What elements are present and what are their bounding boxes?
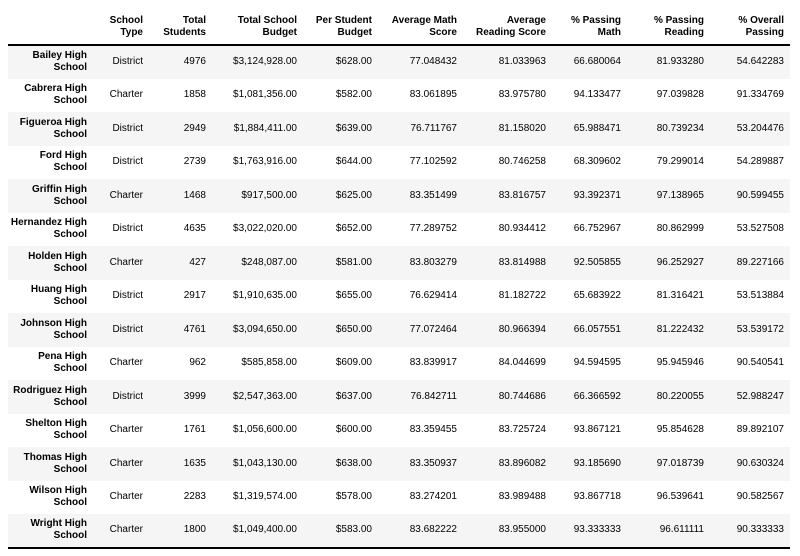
school-name-line: School: [53, 262, 87, 274]
cell-total-students: 3999: [183, 390, 206, 402]
cell-average-math-score: 77.072464: [409, 323, 457, 335]
cell-average-reading-score: 83.955000: [498, 524, 546, 536]
cell-pct-passing-reading: 95.854628: [656, 424, 704, 436]
school-name-line: School: [53, 363, 87, 375]
table-row: [8, 414, 790, 448]
cell-pct-passing-reading: 97.018739: [656, 457, 704, 469]
school-name-line: School: [53, 162, 87, 174]
cell-average-reading-score: 80.934412: [498, 223, 546, 235]
cell-total-school-budget: $3,022,020.00: [233, 223, 297, 235]
cell-pct-passing-math: 93.333333: [573, 524, 621, 536]
school-name-line: Ford High: [39, 150, 87, 162]
table-row: [8, 179, 790, 213]
cell-pct-passing-math: 66.057551: [573, 323, 621, 335]
cell-per-student-budget: $583.00: [335, 524, 372, 536]
cell-average-math-score: 83.682222: [409, 524, 457, 536]
cell-per-student-budget: $600.00: [335, 424, 372, 436]
cell-pct-passing-math: 68.309602: [573, 156, 621, 168]
cell-per-student-budget: $655.00: [335, 290, 372, 302]
cell-total-students: 2283: [183, 491, 206, 503]
column-header-line: School: [109, 15, 143, 26]
cell-average-math-score: 83.351499: [409, 189, 457, 201]
cell-school-type: District: [112, 156, 143, 168]
cell-total-school-budget: $1,043,130.00: [233, 457, 297, 469]
table-row: [8, 112, 790, 146]
cell-pct-passing-math: 65.988471: [573, 122, 621, 134]
table-row: [8, 246, 790, 280]
school-name-line: Holden High: [28, 250, 87, 262]
cell-total-students: 1761: [183, 424, 206, 436]
cell-pct-passing-reading: 80.220055: [656, 390, 704, 402]
cell-pct-passing-reading: 81.933280: [656, 56, 704, 68]
cell-school-type: District: [112, 122, 143, 134]
cell-pct-overall-passing: 54.642283: [736, 56, 784, 68]
column-header-line: Budget: [262, 27, 297, 38]
table-row: [8, 481, 790, 515]
cell-total-school-budget: $1,319,574.00: [233, 491, 297, 503]
cell-pct-passing-reading: 96.611111: [659, 524, 704, 536]
row-header-school-name: [8, 213, 93, 247]
cell-school-type: Charter: [109, 457, 143, 469]
table-row: [8, 347, 790, 381]
cell-pct-overall-passing: 90.333333: [736, 524, 784, 536]
cell-pct-overall-passing: 90.582567: [736, 491, 784, 503]
cell-per-student-budget: $639.00: [335, 122, 372, 134]
column-header-line: Score: [429, 27, 457, 38]
cell-average-math-score: 83.839917: [409, 357, 457, 369]
cell-pct-passing-math: 93.185690: [573, 457, 621, 469]
cell-school-type: District: [112, 56, 143, 68]
table-row: [8, 146, 790, 180]
cell-per-student-budget: $582.00: [335, 89, 372, 101]
cell-total-school-budget: $1,763,916.00: [233, 156, 297, 168]
cell-total-school-budget: $1,081,356.00: [233, 89, 297, 101]
table-row: [8, 79, 790, 113]
cell-pct-passing-reading: 81.316421: [656, 290, 704, 302]
cell-average-reading-score: 81.033963: [498, 56, 546, 68]
column-header-school-type: [93, 6, 149, 45]
cell-pct-overall-passing: 53.527508: [736, 223, 784, 235]
cell-pct-passing-reading: 95.945946: [656, 357, 704, 369]
cell-pct-passing-reading: 80.739234: [656, 122, 704, 134]
table-row: [8, 447, 790, 481]
table-row: [8, 280, 790, 314]
column-header-line: Total: [182, 15, 206, 26]
school-name-line: School: [53, 530, 87, 542]
cell-average-math-score: 83.359455: [409, 424, 457, 436]
cell-average-reading-score: 81.182722: [498, 290, 546, 302]
cell-school-type: Charter: [109, 256, 143, 268]
column-header-line: Students: [163, 27, 206, 38]
cell-average-reading-score: 83.896082: [498, 457, 546, 469]
cell-pct-passing-math: 92.505855: [573, 256, 621, 268]
table-row: [8, 45, 790, 79]
column-header-line: Passing: [745, 27, 784, 38]
cell-pct-passing-math: 93.867121: [573, 424, 621, 436]
cell-total-students: 4761: [183, 323, 206, 335]
cell-average-reading-score: 83.975780: [498, 89, 546, 101]
column-header-line: Budget: [337, 27, 372, 38]
cell-pct-overall-passing: 90.540541: [736, 357, 784, 369]
cell-total-students: 1468: [183, 189, 206, 201]
cell-pct-overall-passing: 90.599455: [736, 189, 784, 201]
cell-school-type: Charter: [109, 89, 143, 101]
row-header-school-name: [8, 380, 93, 414]
cell-pct-overall-passing: 53.204476: [736, 122, 784, 134]
column-header-average-reading-score: [463, 6, 552, 45]
cell-pct-passing-reading: 80.862999: [656, 223, 704, 235]
cell-average-math-score: 76.629414: [409, 290, 457, 302]
cell-average-reading-score: 80.746258: [498, 156, 546, 168]
cell-total-students: 1635: [183, 457, 206, 469]
school-summary-table-container: [8, 6, 790, 549]
cell-total-students: 1800: [183, 524, 206, 536]
cell-per-student-budget: $628.00: [335, 56, 372, 68]
cell-average-math-score: 83.274201: [409, 491, 457, 503]
cell-pct-passing-math: 66.680064: [573, 56, 621, 68]
cell-school-type: Charter: [109, 189, 143, 201]
school-name-line: Bailey High: [32, 50, 87, 62]
row-header-school-name: [8, 179, 93, 213]
table-row: [8, 380, 790, 414]
cell-pct-passing-math: 94.594595: [573, 357, 621, 369]
cell-pct-passing-math: 94.133477: [573, 89, 621, 101]
row-header-school-name: [8, 414, 93, 448]
cell-per-student-budget: $581.00: [335, 256, 372, 268]
school-name-line: School: [53, 497, 87, 509]
column-header-line: Total School: [237, 15, 297, 26]
cell-average-math-score: 83.350937: [409, 457, 457, 469]
cell-per-student-budget: $578.00: [335, 491, 372, 503]
column-header-line: % Passing: [570, 15, 621, 26]
cell-school-type: District: [112, 390, 143, 402]
cell-total-school-budget: $1,049,400.00: [233, 524, 297, 536]
cell-total-school-budget: $1,884,411.00: [233, 122, 297, 134]
cell-pct-passing-math: 66.366592: [573, 390, 621, 402]
cell-total-school-budget: $248,087.00: [241, 256, 297, 268]
school-name-line: Wilson High: [29, 485, 87, 497]
school-name-line: School: [53, 396, 87, 408]
school-name-line: School: [53, 329, 87, 341]
cell-average-reading-score: 83.989488: [498, 491, 546, 503]
school-summary-table: [8, 6, 790, 549]
cell-pct-passing-math: 65.683922: [573, 290, 621, 302]
row-header-school-name: [8, 481, 93, 515]
school-name-line: Wright High: [30, 518, 87, 530]
school-name-line: Huang High: [30, 284, 87, 296]
school-name-line: School: [53, 95, 87, 107]
column-header-line: Reading: [664, 27, 704, 38]
school-name-line: Pena High: [38, 351, 87, 363]
cell-pct-passing-reading: 96.252927: [656, 256, 704, 268]
cell-pct-overall-passing: 53.539172: [736, 323, 784, 335]
school-name-line: Thomas High: [23, 451, 87, 463]
school-name-line: Griffin High: [32, 183, 87, 195]
table-row: [8, 213, 790, 247]
column-header-line: Reading Score: [475, 27, 546, 38]
cell-average-reading-score: 80.966394: [498, 323, 546, 335]
cell-average-math-score: 83.061895: [409, 89, 457, 101]
cell-total-students: 2739: [183, 156, 206, 168]
row-header-school-name: [8, 347, 93, 381]
cell-pct-passing-reading: 81.222432: [656, 323, 704, 335]
table-body: [8, 45, 790, 548]
school-name-line: School: [53, 296, 87, 308]
cell-total-school-budget: $3,094,650.00: [233, 323, 297, 335]
row-header-school-name: [8, 79, 93, 113]
cell-total-students: 962: [189, 357, 206, 369]
cell-total-students: 2949: [183, 122, 206, 134]
corner-header-cell: [8, 6, 93, 45]
cell-total-school-budget: $1,910,635.00: [233, 290, 297, 302]
cell-school-type: Charter: [109, 491, 143, 503]
row-header-school-name: [8, 45, 93, 79]
column-header-pct-overall-passing: [710, 6, 790, 45]
cell-pct-overall-passing: 53.513884: [736, 290, 784, 302]
cell-school-type: District: [112, 323, 143, 335]
row-header-school-name: [8, 112, 93, 146]
table-row: [8, 313, 790, 347]
cell-total-school-budget: $917,500.00: [241, 189, 297, 201]
column-header-line: % Passing: [653, 15, 704, 26]
school-name-line: School: [53, 195, 87, 207]
school-name-line: School: [53, 463, 87, 475]
cell-average-math-score: 83.803279: [409, 256, 457, 268]
school-name-line: School: [53, 430, 87, 442]
cell-average-math-score: 77.289752: [409, 223, 457, 235]
cell-average-reading-score: 83.814988: [498, 256, 546, 268]
cell-average-reading-score: 80.744686: [498, 390, 546, 402]
school-name-line: Johnson High: [20, 317, 87, 329]
cell-total-students: 4976: [183, 56, 206, 68]
cell-school-type: Charter: [109, 524, 143, 536]
column-header-line: Type: [120, 27, 143, 38]
school-name-line: Cabrera High: [24, 83, 87, 95]
column-header-line: % Overall: [738, 15, 784, 26]
cell-total-school-budget: $1,056,600.00: [233, 424, 297, 436]
cell-pct-overall-passing: 52.988247: [736, 390, 784, 402]
cell-pct-overall-passing: 90.630324: [736, 457, 784, 469]
column-header-pct-passing-math: [552, 6, 627, 45]
column-header-pct-passing-reading: [627, 6, 710, 45]
school-name-line: School: [53, 128, 87, 140]
school-name-line: Figueroa High: [19, 116, 87, 128]
column-header-line: Average Math: [391, 15, 457, 26]
cell-school-type: Charter: [109, 424, 143, 436]
cell-per-student-budget: $637.00: [335, 390, 372, 402]
cell-pct-overall-passing: 89.227166: [736, 256, 784, 268]
cell-average-reading-score: 81.158020: [498, 122, 546, 134]
cell-school-type: District: [112, 290, 143, 302]
cell-total-school-budget: $2,547,363.00: [233, 390, 297, 402]
cell-average-reading-score: 84.044699: [498, 357, 546, 369]
column-header-average-math-score: [378, 6, 463, 45]
cell-per-student-budget: $638.00: [335, 457, 372, 469]
cell-pct-passing-reading: 79.299014: [656, 156, 704, 168]
cell-pct-passing-math: 93.867718: [573, 491, 621, 503]
cell-per-student-budget: $625.00: [335, 189, 372, 201]
column-header-total-students: [149, 6, 212, 45]
table-header: [8, 6, 790, 45]
row-header-school-name: [8, 313, 93, 347]
cell-per-student-budget: $652.00: [335, 223, 372, 235]
cell-average-math-score: 77.102592: [409, 156, 457, 168]
row-header-school-name: [8, 146, 93, 180]
cell-pct-overall-passing: 54.289887: [736, 156, 784, 168]
cell-average-math-score: 76.842711: [410, 390, 457, 402]
cell-school-type: District: [112, 223, 143, 235]
cell-total-school-budget: $585,858.00: [241, 357, 297, 369]
cell-pct-passing-math: 66.752967: [573, 223, 621, 235]
school-name-line: Hernandez High: [10, 217, 87, 229]
column-header-line: Per Student: [315, 15, 372, 26]
cell-total-students: 1858: [183, 89, 206, 101]
cell-total-students: 2917: [183, 290, 206, 302]
cell-per-student-budget: $650.00: [335, 323, 372, 335]
school-name-line: School: [53, 62, 87, 74]
cell-average-math-score: 76.711767: [410, 122, 457, 134]
row-header-school-name: [8, 280, 93, 314]
cell-pct-overall-passing: 91.334769: [736, 89, 784, 101]
row-header-school-name: [8, 514, 93, 548]
cell-pct-overall-passing: 89.892107: [736, 424, 784, 436]
cell-pct-passing-reading: 97.138965: [656, 189, 704, 201]
table-header-row: [8, 6, 790, 45]
cell-total-school-budget: $3,124,928.00: [233, 56, 297, 68]
cell-pct-passing-reading: 96.539641: [656, 491, 704, 503]
cell-pct-passing-math: 93.392371: [573, 189, 621, 201]
school-name-line: School: [53, 229, 87, 241]
column-header-line: Math: [597, 27, 621, 38]
table-row: [8, 514, 790, 548]
row-header-school-name: [8, 246, 93, 280]
cell-total-students: 4635: [183, 223, 206, 235]
column-header-line: Average: [506, 15, 546, 26]
cell-school-type: Charter: [109, 357, 143, 369]
cell-total-students: 427: [189, 256, 206, 268]
row-header-school-name: [8, 447, 93, 481]
column-header-total-school-budget: [212, 6, 303, 45]
cell-per-student-budget: $644.00: [335, 156, 372, 168]
cell-average-reading-score: 83.816757: [498, 189, 546, 201]
school-name-line: Shelton High: [25, 418, 87, 430]
school-name-line: Rodriguez High: [13, 384, 87, 396]
cell-average-math-score: 77.048432: [409, 56, 457, 68]
column-header-per-student-budget: [303, 6, 378, 45]
cell-average-reading-score: 83.725724: [498, 424, 546, 436]
cell-per-student-budget: $609.00: [335, 357, 372, 369]
cell-pct-passing-reading: 97.039828: [656, 89, 704, 101]
